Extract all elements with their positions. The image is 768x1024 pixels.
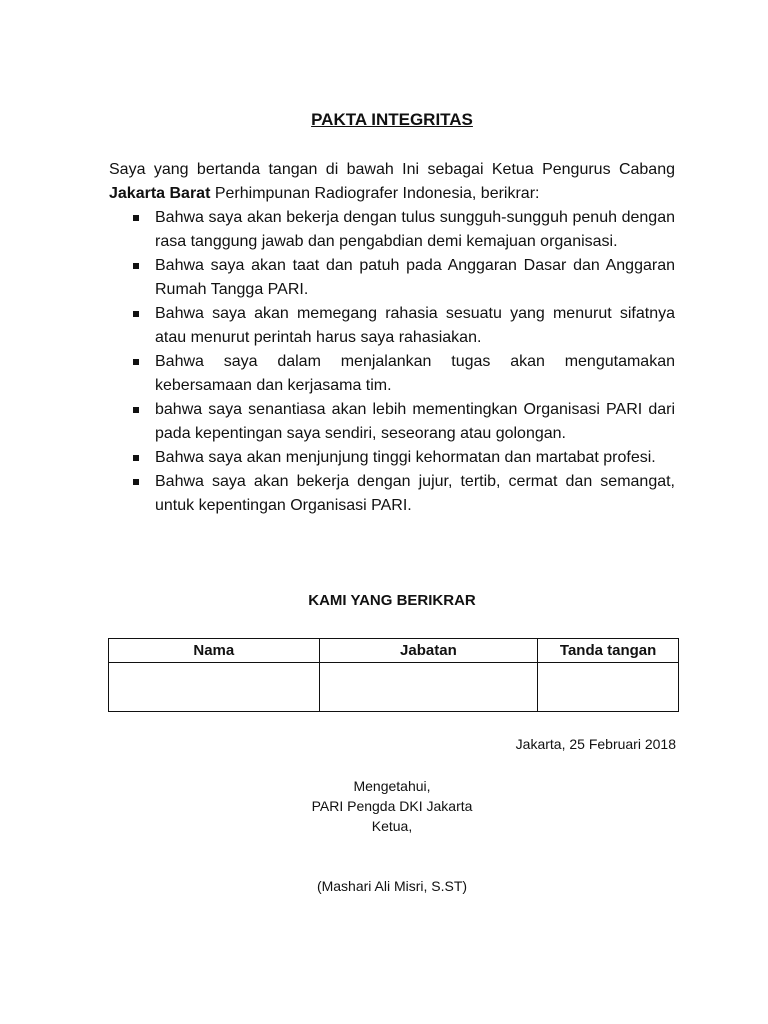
- acknowledge-line-3: Ketua,: [371, 818, 413, 834]
- square-bullet-icon: [133, 479, 139, 485]
- column-header-signature: Tanda tangan: [538, 639, 679, 663]
- square-bullet-icon: [133, 455, 139, 461]
- square-bullet-icon: [133, 359, 139, 365]
- square-bullet-icon: [133, 215, 139, 221]
- signature-cell: [538, 663, 679, 712]
- intro-line-2: Perhimpunan Radiografer Indonesia, berikrar:: [210, 185, 540, 202]
- signers-heading: KAMI YANG BERIKRAR: [308, 592, 476, 609]
- name-cell: [109, 663, 320, 712]
- pledge-item: [109, 350, 675, 398]
- pledge-item: [109, 302, 675, 350]
- square-bullet-icon: [133, 311, 139, 317]
- column-header-position: Jabatan: [319, 639, 538, 663]
- pledge-text: Bahwa saya akan bekerja dengan tulus sungguh-sungguh penuh dengan rasa tanggung jawab dan pengabdian demi kemajuan organisasi.: [155, 209, 675, 250]
- intro-paragraph: [109, 158, 675, 206]
- table-header-row: [109, 639, 679, 663]
- acknowledge-line-2: PARI Pengda DKI Jakarta: [311, 798, 473, 814]
- column-header-name: Nama: [109, 639, 320, 663]
- pledge-text: Bahwa saya dalam menjalankan tugas akan mengutamakan kebersamaan dan kerjasama tim.: [155, 353, 675, 394]
- pledge-text: Bahwa saya akan menjunjung tinggi kehormatan dan martabat profesi.: [155, 449, 656, 466]
- acknowledge-line-1: Mengetahui,: [353, 778, 431, 794]
- pledge-item: [109, 206, 675, 254]
- document-title: PAKTA INTEGRITAS: [311, 110, 473, 129]
- intro-line-1: Saya yang bertanda tangan di bawah Ini sebagai Ketua Pengurus Cabang: [109, 161, 675, 178]
- intro-branch-name: Jakarta Barat: [109, 185, 211, 202]
- pledge-text: Bahwa saya akan bekerja dengan jujur, tertib, cermat dan semangat, untuk kepentingan Organisasi PARI.: [155, 473, 675, 514]
- signatory-name: (Mashari Ali Misri, S.ST): [316, 878, 468, 894]
- signers-table: [108, 638, 679, 712]
- square-bullet-icon: [133, 263, 139, 269]
- pledge-list: [109, 206, 675, 518]
- pledge-item: [109, 398, 675, 446]
- pledge-text: Bahwa saya akan memegang rahasia sesuatu yang menurut sifatnya atau menurut perintah harus saya rahasiakan.: [155, 305, 675, 346]
- pledge-item: [109, 254, 675, 302]
- acknowledgement-block: [0, 776, 768, 836]
- position-cell: [319, 663, 538, 712]
- pledge-item: [109, 470, 675, 518]
- pledge-item: [109, 446, 675, 470]
- square-bullet-icon: [133, 407, 139, 413]
- pledge-text: bahwa saya senantiasa akan lebih mementingkan Organisasi PARI dari pada kepentingan saya sendiri, seseorang atau golongan.: [155, 401, 675, 442]
- pledge-text: Bahwa saya akan taat dan patuh pada Anggaran Dasar dan Anggaran Rumah Tangga PARI.: [155, 257, 675, 298]
- table-row: [109, 663, 679, 712]
- place-and-date: Jakarta, 25 Februari 2018: [515, 736, 676, 752]
